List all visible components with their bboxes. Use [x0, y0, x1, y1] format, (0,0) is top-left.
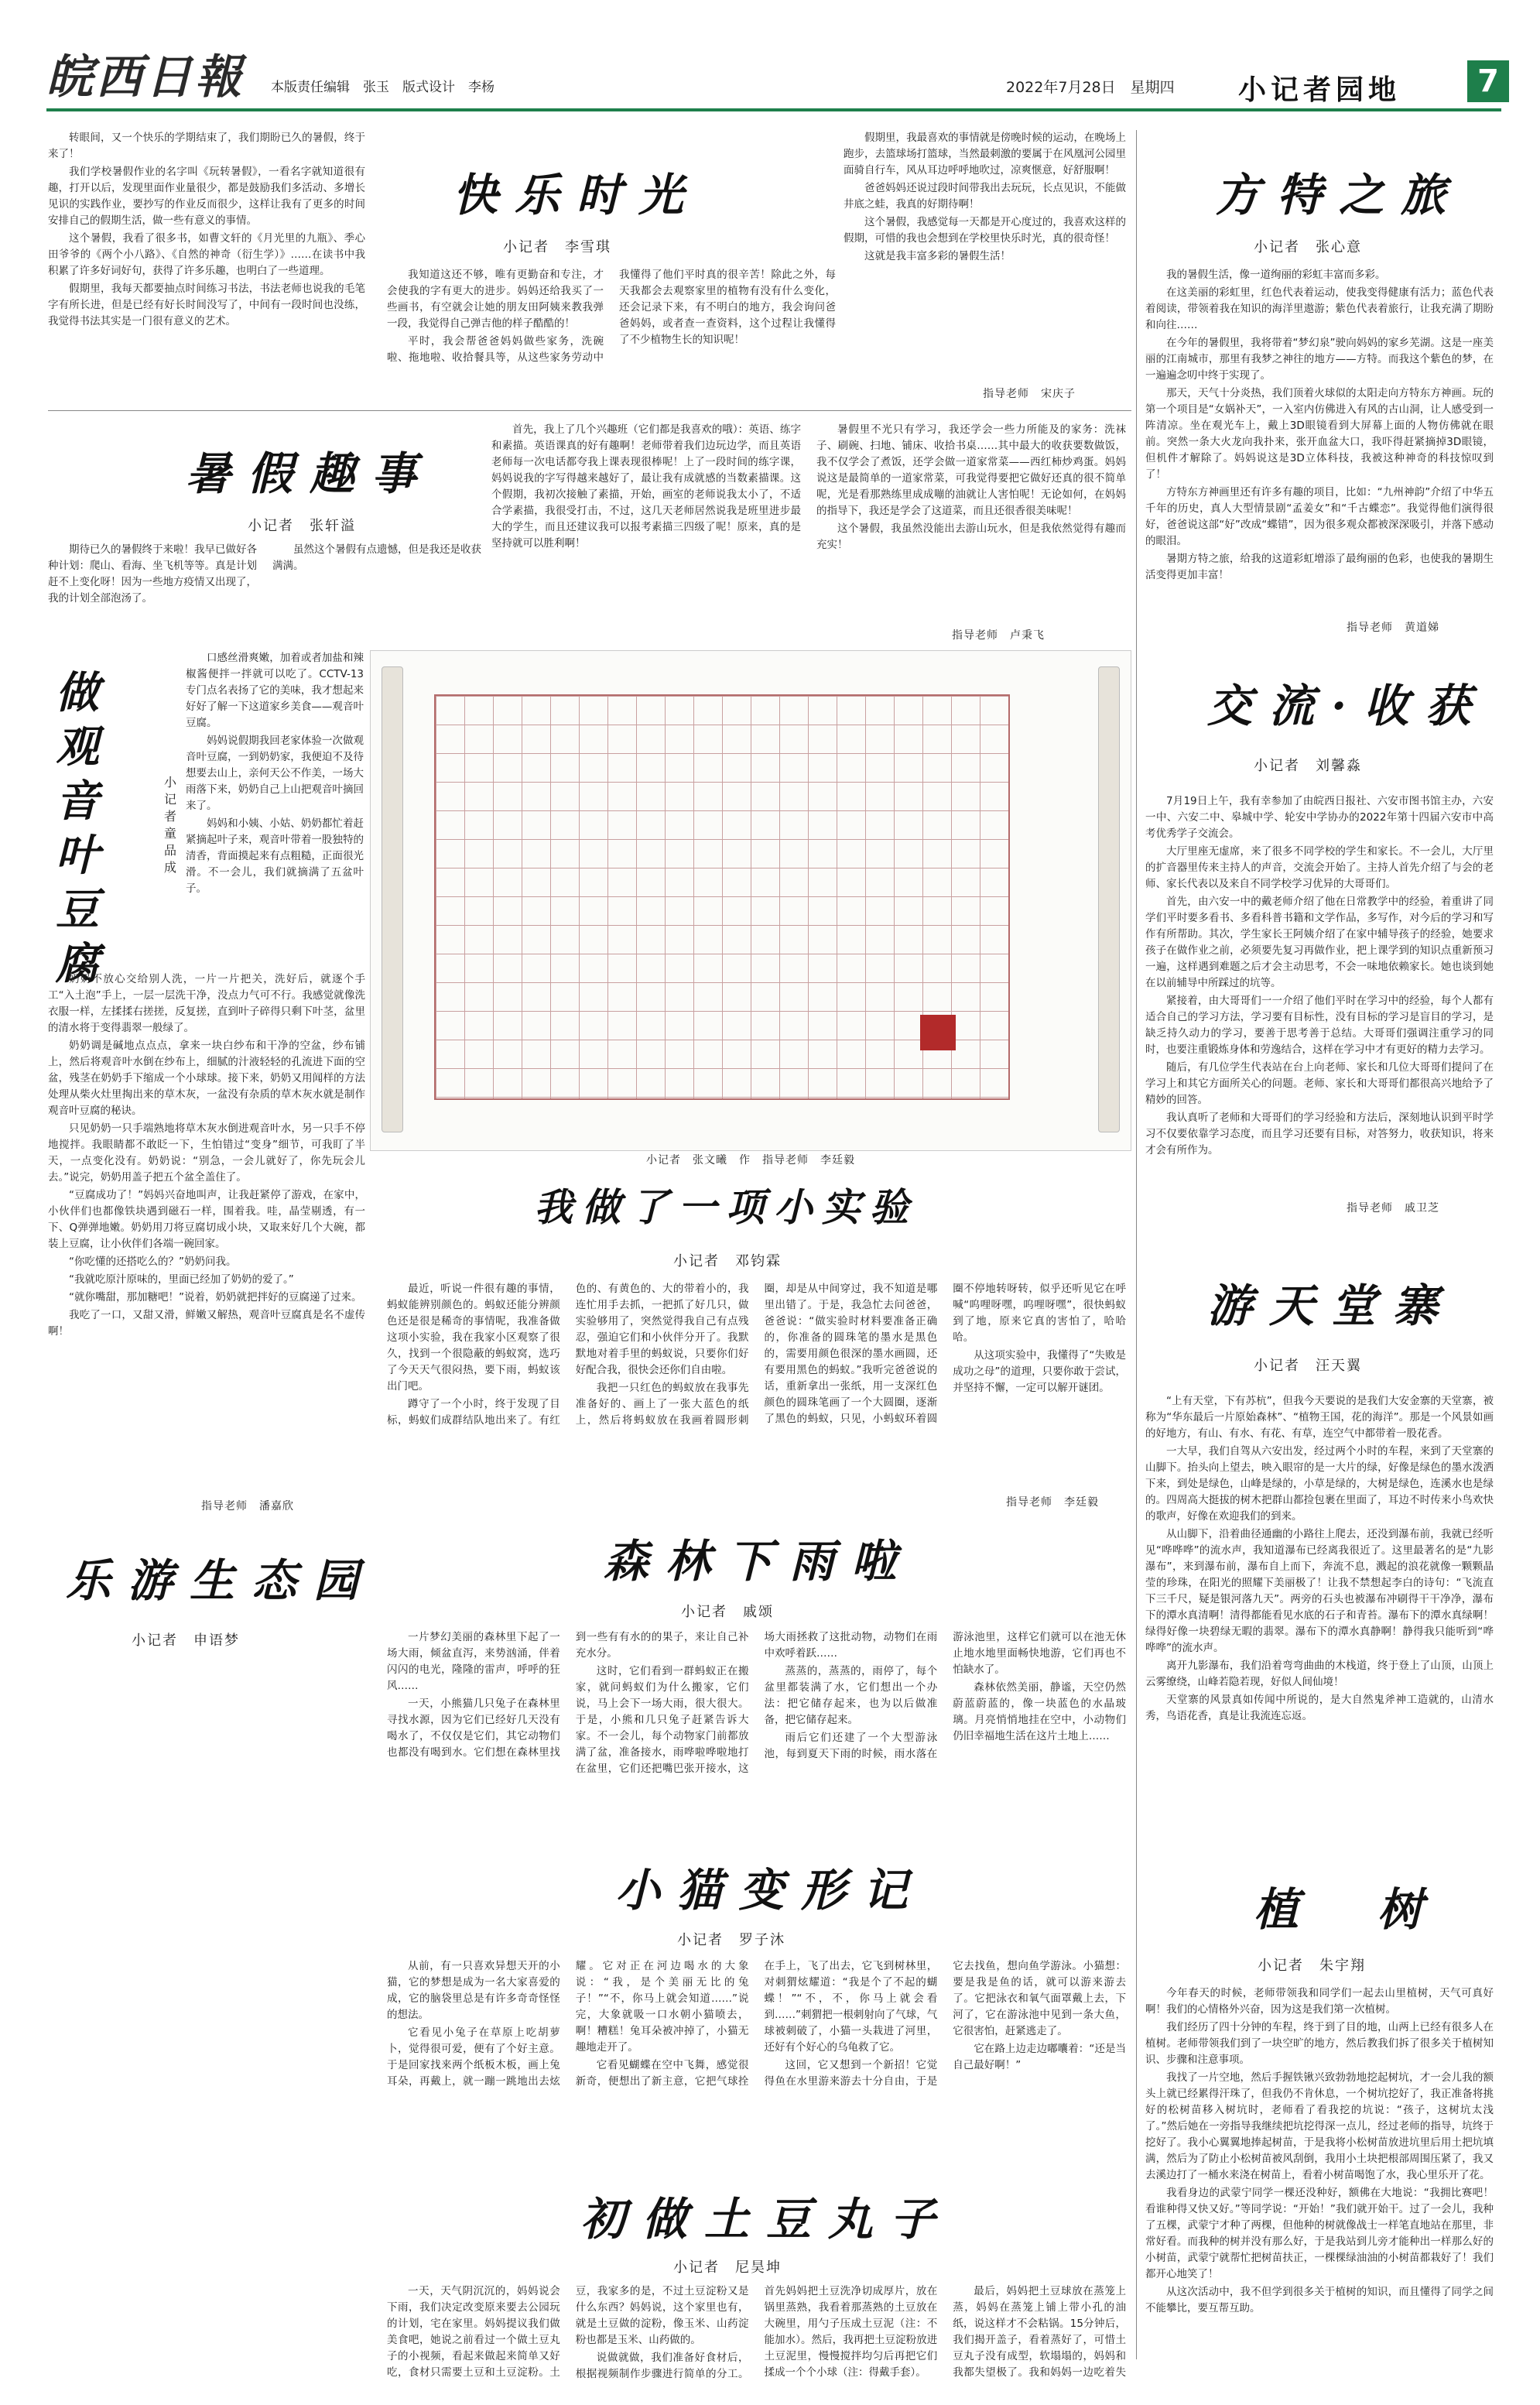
- paragraph: 奶奶不放心交给别人洗，一片一片把关，洗好后，就逐个手工“入土泡”手上，一层一层洗干净，没点力气可不行。我感觉就像洗衣服一样，左揉揉右搓搓，反复搓，直到叶子碎得只剩下叶茎，盆里的清水将于变得翡翠一般绿了。: [48, 973, 365, 1034]
- teacher-shiyan: 指导老师 李廷毅: [1006, 1496, 1099, 1509]
- teacher-shujia: 指导老师 卢秉飞: [952, 629, 1045, 642]
- article-tudou: [387, 2283, 1126, 2384]
- paragraph: 森林依然美丽，静谧，天空仍然蔚蓝蔚蓝的，像一块蓝色的水晶玻璃。月亮悄悄地挂在空中，小动物们仍旧幸福地生活在这片土地上……: [953, 1681, 1126, 1742]
- byline-jiaoliu: 小记者 刘馨淼: [1254, 758, 1362, 774]
- article-title-xiaomao: 小猫变形记: [615, 1864, 926, 1917]
- article-title-tudou: 初做土豆丸子: [580, 2193, 953, 2246]
- paragraph: 雨后它们还建了一个大型游泳池，每到夏天下雨的时候，雨水落在游泳池里，这样它们就可以在池无休止地水地里面畅快地游，它们再也不怕缺水了。: [764, 1631, 1126, 1760]
- paragraph: 只见奶奶一只手端熟地将草木灰水倒进观音叶水，另一只手不停地搅拌。我眼睛都不敢眨一下，生怕错过“变身”细节，可我盯了半天，一点变化没有。奶奶说：“别急，一会儿就好了，你先玩会儿去。”说完，奶奶用盖子把五个盆全盖住了。: [48, 1122, 365, 1184]
- paragraph: 在这美丽的彩虹里，红色代表着运动，使我变得健康有活力；蓝色代表着阅读，带领着我在知识的海洋里遨游；紫色代表着旅行，让我充满了期盼和向往……: [1145, 286, 1494, 331]
- paragraph: 从前，有一只喜欢异想天开的小猫，它的梦想是成为一名大家喜爱的成，它的脑袋里总是有许多奇奇怪怪的想法。: [387, 1960, 560, 2021]
- page-number: 7: [1467, 60, 1509, 102]
- paragraph: 我把一只红色的蚂蚁放在我事先准备好的、画上了一张大蓝色的纸上，然后将蚂蚁放在我画着圆形刺圈，却是从中间穿过，我不知道是哪里出错了。于是，我急忙去问爸爸，爸爸说：“做实验时材料要准备正确的，你准备的圆珠笔的墨水是黑色的，需要用颜色很深的墨水画圆，还有要用黑色的蚂蚁。”我听完爸爸说的话，重新拿出一张纸，用一支深红色颜色的圆珠笔画了一个大圆圈，逐渐了黑色的蚂蚁，只见，小蚂蚁环着圆圈不停地转呀转，似乎还听见它在呼喊“呜哩呀嘿，呜哩呀嘿”，很快蚂蚁到了地，原来它真的害怕了，哈哈哈。: [575, 1283, 1126, 1427]
- paragraph: 说做就做，我们准备好食材后，根据视频制作步骤进行简单的分工。首先妈妈把土豆洗净切成厚片，放在锅里蒸熟，我看着那蒸熟的土豆放在大碗里，用勺子压成土豆泥（注：不能加水）。然后，我再把土豆淀粉放进土豆泥里，慢慢搅拌均匀后再把它们揉成一个个小球（注：得戴手套）。: [575, 2285, 938, 2380]
- teacher-fangte: 指导老师 黄道娣: [1347, 622, 1439, 634]
- paragraph: 首先，我上了几个兴趣班（它们都是我喜欢的哦）：英语、练字和素描。英语课真的好有趣啊！老师带着我们边玩边学，而且英语老师每一次电话都夸我上课表现很棒呢！上了一段时间的练字课，妈妈说我的字写得越来越好了，最让我有成就感的当数素描课。这个假期，我初次接触了素描，开始，画室的老师说我太小了，不适合学素描，我很受打击，不过，这几天老师居然说我是班里进步最大的学生，而且还建议我可以报考素描三四级了呢！原来，真的是坚持就可以胜利啊！: [491, 423, 801, 550]
- byline-senlin: 小记者 戚颂: [681, 1604, 774, 1620]
- paragraph: 我的暑假生活，像一道绚丽的彩虹丰富而多彩。: [1166, 269, 1386, 281]
- issue-date: 2022年7月28日 星期四: [1006, 79, 1175, 96]
- article-title-senlin: 森林下雨啦: [604, 1535, 914, 1588]
- paragraph: 我吃了一口，又甜又滑，鲜嫩又解热，观音叶豆腐真是名不虚传啊！: [48, 1309, 365, 1338]
- article-xiaomao: [387, 1958, 1126, 2167]
- newspaper-logo: 皖西日報: [46, 50, 245, 104]
- paragraph: 紧接着，由大哥哥们一一介绍了他们平时在学习中的经验，每个人都有适合自己的学习方法，学习要有目标性，没有目标的学习是盲目的学习，是缺乏持久动力的学习，要善于思考善于总结。大哥哥们强调注重学习的同时，也要注重锻炼身体和劳逸结合，这样在学习中才有更好的精力去学习。: [1145, 995, 1494, 1056]
- paragraph: 7月19日上午，我有幸参加了由皖西日报社、六安市图书馆主办，六安一中、六安二中、皋城中学、轮安中学协办的2022年第十四届六安市中高考优秀学子交流会。: [1145, 795, 1494, 840]
- paragraph: 期待已久的暑假终于来啦！我早已做好各种计划：爬山、看海、坐飞机等等。真是计划赶不上变化呀！因为一些地方疫情又出现了，我的计划全部泡汤了。: [48, 543, 257, 605]
- paragraph: “上有天堂，下有苏杭”，但我今天要说的是我们大安金寨的天堂寨，被称为“华东最后一片原始森林”、“植物王国，花的海洋”。那是一个风景如画的好地方，有山、有水、有花、有草，连空气中都带着一股花香。: [1145, 1395, 1494, 1440]
- paragraph: 我们学校暑假作业的名字叫《玩转暑假》，一看名字就知道很有趣，打开以后，发现里面作业量很少，都是鼓励我们多活动、多增长见识的实践作业，要抄写的作业反而很少，这样让我有了更多的时间安排自己的假期生活，做一些有意义的事情。: [48, 166, 365, 227]
- paragraph: 最近，听说一件很有趣的事情，蚂蚁能辨别颜色的。蚂蚁还能分辨颜色还是很是稀奇的事情呢，我准备做这项小实验，我在我家小区观察了很久，找到一个很隐蔽的蚂蚁窝，选巧了今天天气很闷热，要下雨，蚂蚁该出门吧。: [387, 1283, 560, 1393]
- paragraph: 我们经历了四十分钟的车程，终于到了目的地，山两上已经有很多人在植树。老师带领我们到了一块空旷的地方，然后教我们拆了很多关于植树知识、步骤和注意事项。: [1145, 2021, 1494, 2066]
- masthead-rule: [46, 108, 1501, 111]
- paragraph: 天堂寨的风景真如传闻中所说的，是大自然鬼斧神工造就的，山清水秀，鸟语花香，真是让我流连忘返。: [1145, 1694, 1494, 1722]
- article-title-doufu: 做观音叶豆腐: [56, 667, 99, 989]
- teacher-jiaoliu: 指导老师 戚卫芝: [1347, 1202, 1439, 1214]
- paragraph: 随后，有几位学生代表站在台上向老师、家长和几位大哥哥们提问了在学习上和其它方面所关心的问题。老师、家长和大哥哥们都很高兴地给予了精妙的回答。: [1145, 1061, 1494, 1106]
- teacher-kuaile: 指导老师 宋庆子: [983, 388, 1076, 400]
- paragraph: 我知道这还不够，唯有更勤奋和专注，才会使我的字有更大的进步。妈妈还给我买了一些画书，有空就会让她的朋友田阿姨来教我弹一段，我觉得自己弹吉他的样子酷酷的！: [387, 269, 604, 330]
- paragraph: 蹲守了一个小时，终于发现了目标，蚂蚁们成群结队地出来了。有红色的、有黄色的、大的带着小的，我连忙用手去抓，一把抓了好几只，做实验够用了，突然觉得我自己有点残忍，强迫它们和小伙伴分开了。我默默地对着手里的蚂蚁说，只要你们好好配合我，很快会还你们自由啦。: [387, 1283, 749, 1427]
- article-fangte: [1145, 267, 1494, 608]
- paragraph: 暑假里不光只有学习，我还学会一些力所能及的家务：洗袜子、刷碗、扫地、铺床、收拾书桌……其中最大的收获要数做饭，我不仅学会了煮饭，还学会做一道家常菜——西红柿炒鸡蛋。妈妈说这是最简单的一道家常菜，可我觉得要把它做好还真的很不简单呢，光是看那熟练里成成嘣的油就让人害怕呢！无论如何，在妈妈的指导下，我还是学会了这道菜，而且还很香很美味呢！: [816, 423, 1126, 517]
- paragraph: “我就吃原汁原味的，里面已经加了奶奶的爱了。”: [69, 1273, 294, 1286]
- paragraph: 它看见小兔子在草原上吃胡萝卜，觉得很可爱，便有了个好主意。于是回家找来两个纸板木板，画上兔耳朵，再戴上，就一蹦一跳地出去炫耀。它对正在河边喝水的大象说：“我，是个美丽无比的兔子！”“不，你马上就会知道……”说完，大象就吸一口水朝小猫喷去，啊！糟糕！兔耳朵被冲掉了，小猫无趣地走开了。: [387, 1960, 749, 2088]
- byline-shiyan: 小记者 邓钧霖: [673, 1253, 782, 1269]
- paragraph: 从山脚下，沿着曲径通幽的小路往上爬去，还没到瀑布前，我就已经听见“哗哗哗”的流水声，我知道瀑布已经离我很近了。这里最著名的是“九影瀑布”，来到瀑布前，瀑布自上而下，奔流不息，溅起的浪花就像一颗颗晶莹的珍珠，在阳光的照耀下美丽极了！让我不禁想起李白的诗句：“飞流直下三千尺，疑是银河落九天”。两旁的石头也被瀑布冲刷得干干净净，瀑布下的潭水真清啊！清得都能看见水底的石子和青苔。瀑布下的潭水真绿啊！绿得好像一块碧绿无暇的翡翠。瀑布下的潭水真静啊！静得我只能听到“哗哗哗”的流水声。: [1145, 1528, 1494, 1654]
- byline-kuaile: 小记者 李雪琪: [503, 239, 611, 255]
- article-doufu-cont: [48, 971, 365, 1498]
- red-seal-stamp: [920, 1015, 956, 1050]
- paragraph: 这回，它又想到一个新招！它觉得鱼在水里游来游去十分自由，于是它去找鱼，想向鱼学游泳。小猫想：要是我是鱼的话，就可以游来游去了。它把泳衣和氧气面罩戴上去，下河了，它在游泳池中见到一条大鱼，它很害怕，赶紧逃走了。: [764, 1960, 1126, 2088]
- scroll-rod-left: [382, 666, 403, 1132]
- article-title-shujia: 暑假趣事: [186, 447, 434, 500]
- article-zhishu: [1145, 1985, 1494, 2372]
- byline-youtian: 小记者 汪天翼: [1254, 1358, 1362, 1374]
- paragraph: 平时，我会帮爸爸妈妈做些家务，洗碗啦、拖地啦、收拾餐具等，从这些家务劳动中我懂得了他们平时真的很辛苦！除此之外，每天我都会去观察家里的植物有没有什么变化，还会记录下来，有不明白的地方，我会询问爸爸妈妈，或者查一查资料，这个过程让我懂得了不少植物生长的知识呢！: [387, 269, 836, 364]
- article-intro: [48, 130, 365, 486]
- paragraph: 一天，小熊猫几只兔子在森林里寻找水源，因为它们已经好几天没有喝水了，不仅仅是它们，其它动物们也都没有喝到水。它们想在森林里找到一些有有水的的果子，来让自己补充水分。: [387, 1631, 749, 1759]
- paragraph: 假期里，我每天都要抽点时间练习书法，书法老师也说我的毛笔字有所长进，但是已经有好长时间没写了，中间有一段时间也没练，我觉得书法其实是一门很有意义的艺术。: [48, 283, 365, 327]
- paragraph: 在今年的暑假里，我将带着“梦幻泉”驶向妈妈的家乡芜湖。这是一座美丽的江南城市，那里有我梦之神往的地方——方特。而我这个紫色的梦，在一遍遍念叨中终于实现了。: [1145, 337, 1494, 382]
- paragraph: 一大早，我们自驾从六安出发，经过两个小时的车程，来到了天堂寨的山脚下。抬头向上望去，映入眼帘的是一大片的绿，好像是绿色的墨水泼洒下来，到处是绿色，山峰是绿的，小草是绿的，大树是绿色，连溪水也是绿的。四周高大挺拔的树木把群山都捡包裹在里面了，耳边不时传来小鸟欢快的歌声，好像在欢迎我们的到来。: [1145, 1445, 1494, 1523]
- paragraph: 蒸蒸的，蒸蒸的，雨停了，每个盆里都装满了水，它们想出一个办法：把它储存起来，也为以后做准备，把它储存起来。: [764, 1665, 938, 1726]
- paragraph: 今年春天的时候，老师带领我和同学们一起去山里植树，天气可真好啊！我们的心情格外兴奋，因为这是我们第一次植树。: [1145, 1987, 1494, 2016]
- article-title-zhishu: 植 树: [1254, 1883, 1440, 1936]
- paragraph: 一天，天气阴沉沉的，妈妈说会下雨，我们决定改变原来要去公园玩的计划，宅在家里。妈妈提议我们做美食吧，她说之前看过一个做土豆丸子的小视频，看起来做起来简单又好吃，食材只需要土豆和土豆淀粉。土豆，我家多的是，不过土豆淀粉又是什么东西？妈妈说，这个家里也有，就是土豆做的淀粉，像玉米、山药淀粉也都是玉米、山药做的。: [387, 2285, 749, 2379]
- paragraph: “就你嘴甜，那加糖吧！”说着，奶奶就把拌好的豆腐递了过来。: [69, 1291, 362, 1304]
- divider: [1136, 130, 1137, 2359]
- paragraph: 一片梦幻美丽的森林里下起了一场大雨，倾盆直泻，来势汹涌，伴着闪闪的电光，隆隆的雷声，呼呼的狂风……: [387, 1631, 560, 1692]
- paragraph: 口感丝滑爽嫩，加着或者加盐和辣椒酱便拌一拌就可以吃了。CCTV-13专门点名表扬了它的美味，我才想起来好好了解一下这道家乡美食——观音叶豆腐。: [186, 652, 364, 729]
- article-kuaile: [387, 267, 836, 399]
- divider: [48, 410, 1131, 411]
- editor-credits: 本版责任编辑 张玉 版式设计 李杨: [271, 80, 495, 95]
- byline-shujia: 小记者 张轩溢: [248, 518, 356, 534]
- article-title-fangte: 方特之旅: [1215, 169, 1463, 221]
- paragraph: 它在路上边走边嘟囔着：“还是当自己最好啊！”: [953, 2043, 1126, 2071]
- paragraph: 从这项实验中，我懂得了“失败是成功之母”的道理，只要你敢于尝试，并坚持不懈，一定可以解开谜团。: [953, 1349, 1126, 1394]
- paragraph: 那天，天气十分炎热，我们顶着火球似的太阳走向方特东方神画。玩的第一个项目是“女娲补天”，一入室内仿佛进入有风的古山洞，让人感受到一阵清凉。坐在观光车上，戴上3D眼镜看到大屏幕上面的人物仿佛就在眼前。突然一条大火龙向我扑来，张开血盆大口，我吓得赶紧摘掉3D眼镜，但机件才解除了。妈妈说这是3D立体科技，我被这种神奇的科技惊叹到了！: [1145, 387, 1494, 481]
- paragraph: 这个暑假，我看了很多书，如曹文轩的《月光里的九瓶》、季心田爷爷的《两个小八路》、《自然的神奇（衍生学）》……在读书中我积累了许多好词好句，获得了许多乐趣，也明白了一些道理。: [48, 232, 365, 277]
- byline-doufu: 小记者 童品成: [163, 775, 190, 875]
- paragraph: “你吃懂的还搭吃么的？”奶奶问我。: [69, 1256, 237, 1268]
- paragraph: 虽然这个暑假有点遗憾，但是我还是收获满满。: [272, 543, 481, 572]
- paragraph: 转眼间，又一个快乐的学期结束了，我们期盼已久的暑假，终于来了！: [48, 132, 365, 160]
- paragraph: 方特东方神画里还有许多有趣的项目，比如：“九州神韵”介绍了中华五千年的历史，真人大型情景剧“孟姜女”和“千古蝶恋”。我觉得他们演得很好，爸爸说这部“好”改成“蝶错”，因为很多观众都被深深吸引，并落下感动的眼泪。: [1145, 486, 1494, 547]
- article-shujia-cont: [491, 422, 1126, 639]
- paragraph: 我看身边的武蒙宁同学一棵还没种好，额佛在大地说：“我拥比赛吧！看谁种得又快又好。”等同学说：“开始！”我们就开始干。过了一会儿，我种了五棵，武蒙宁才种了两棵，但他种的树就像战士一样笔直地站在那里，非常好看。而我种的树并没有那么好，于是我站到儿旁才能种出一样那么好的小树苗，武蒙宁就帮忙把树苗扶正，一棵棵绿油油的小树苗都栽好了！我们都开心地笑了！: [1145, 2187, 1494, 2280]
- paragraph: 我认真听了老师和大哥哥们的学习经验和方法后，深刻地认识到平时学习不仅要依靠学习态度，而且学习还要有目标，对答努力，收获知识，将来才会有所作为。: [1145, 1112, 1494, 1156]
- paragraph: 从这次活动中，我不但学到很多关于植树的知识，而且懂得了同学之间不能攀比，要互帮互助。: [1145, 2286, 1494, 2314]
- paragraph: “豆腐成功了！”妈妈兴奋地叫声，让我赶紧停了游戏，在家中，小伙伴们也都像铁块遇到磁石一样，围着我。哇，晶莹剔透，有一下、Q弹弹地嫩。奶奶用刀将豆腐切成小块，又取来好几个大碗，都装上豆腐，让小伙伴们各端一碗回家。: [48, 1189, 365, 1250]
- masthead: [46, 40, 1501, 104]
- article-shiyan: [387, 1281, 1126, 1490]
- article-title-youtian: 游天堂寨: [1207, 1280, 1456, 1332]
- article-title-kuaile: 快乐时光: [453, 169, 701, 221]
- paragraph: 这个暑假，我虽然没能出去游山玩水，但是我依然觉得有趣而充实！: [816, 522, 1126, 551]
- paragraph: 这个暑假，我感觉每一天都是开心度过的，我喜欢这样的假期，可惜的我也会想到在学校里快乐时光，真的很奇怪！: [844, 216, 1126, 245]
- paragraph: 妈妈和小姨、小姑、奶奶都忙着赶紧摘起叶子来，观音叶带着一股独特的清香，背面摸起来有点粗糙，正面很光滑。不一会儿，我们就摘满了五盆叶子。: [186, 817, 364, 895]
- paragraph: 奶奶调是碱地点点点，拿来一块白纱布和干净的空盆，纱布铺上，然后将观音叶水倒在纱布上，细腻的汁液轻轻的孔流进下面的空盆，残茎在奶奶手下缩成一个小球球。接下来，奶奶又用闻样的方法处理从柴火灶里掏出来的草木灰，一盆没有杂质的草木灰水就是制作观音叶豆腐的秘诀。: [48, 1040, 365, 1117]
- byline-zhishu: 小记者 朱宇翔: [1258, 1958, 1366, 1974]
- paragraph: 假期里，我最喜欢的事情就是傍晚时候的运动，在晚场上跑步，去篮球场打篮球，当然最刺激的要属于在风凰河公园里面骑自行车，风从耳边呼呼地吹过，凉爽惬意，好舒服啊！: [844, 132, 1126, 176]
- section-title: 小记者园地: [1238, 74, 1401, 106]
- article-youtian: [1145, 1393, 1494, 1873]
- article-kuaile-cont: [844, 130, 1126, 405]
- byline-tudou: 小记者 尼昊坤: [673, 2259, 782, 2276]
- article-doufu: [186, 650, 364, 964]
- byline-shengtai: 小记者 申语梦: [132, 1632, 240, 1649]
- paragraph: 爸爸妈妈还说过段时间带我出去玩玩，长点见识，不能做井底之蛙，我真的好期待啊！: [844, 182, 1126, 211]
- paragraph: 离开九影瀑布，我们沿着弯弯曲曲的木栈道，终于登上了山顶，山顶上云雾缭绕，山峰若隐若现，好似人间仙境！: [1145, 1660, 1494, 1688]
- paragraph: 暑期方特之旅，给我的这道彩虹增添了最绚丽的色彩，也使我的暑期生活变得更加丰富！: [1145, 553, 1494, 581]
- article-senlin: [387, 1629, 1126, 1838]
- paragraph: 这就是我丰富多彩的暑假生活！: [864, 250, 1011, 262]
- byline-xiaomao: 小记者 罗子沐: [677, 1932, 785, 1948]
- scroll-rod-right: [1098, 666, 1120, 1132]
- article-title-jiaoliu: 交流·收获: [1207, 680, 1488, 732]
- paragraph: 最后，妈妈把土豆球放在蒸笼上蒸，妈妈在蒸笼上铺上带小孔的油纸，说这样才不会粘锅。15分钟后，我们揭开盖子，看着蒸好了，可惜土豆丸子没有成型，软塌塌的，妈妈和我都失望极了。我和妈妈一边吃着失: [953, 2285, 1126, 2379]
- article-title-shiyan: 我做了一项小实验: [534, 1184, 918, 1230]
- paragraph: 大厅里座无虚席，来了很多不同学校的学生和家长。不一会儿，大厅里的扩音器里传来主持人的声音，交流会开始了。主持人首先介绍了与会的老师、家长代表以及来自不同学校学习优异的大哥哥们。: [1145, 845, 1494, 890]
- paragraph: 首先，由六安一中的戴老师介绍了他在日常教学中的经验，着重讲了同学们平时要多看书、多看科普书籍和文学作品，多写作，对今后的学习和写作有所帮助。其次，学生家长王阿姨介绍了在家中辅导孩子的经验，她要求孩子在做作业之前，必须要先复习再做作业，把上课学到的知识点重新预习一遍，这样遇到难题之后才会主动思考，不会一味地依赖家长。她也谈到她在以前辅导中所踩过的坑等。: [1145, 896, 1494, 989]
- paragraph: 妈妈说假期我回老家体验一次做观音叶豆腐，一到奶奶家，我便迫不及待想要去山上，亲何天公不作美，一场大雨落下来，奶奶自己上山把观音叶摘回来了。: [186, 735, 364, 812]
- byline-fangte: 小记者 张心意: [1254, 239, 1362, 255]
- paragraph: 这时，它们看到一群蚂蚁正在搬家，就问蚂蚁们为什么搬家，它们说，马上会下一场大雨，很大很大。于是，小熊和几只兔子赶紧告诉大家。不一会儿，每个动物家门前都放满了盆，准备接水，雨哗啦哗啦地打在盆里，它们还把嘴巴张开接水，这场大雨拯救了这批动物，动物们在雨中欢呼着跃……: [575, 1631, 938, 1775]
- paragraph: 它看见蝴蝶在空中飞舞，感觉很新奇，便想出了新主意，它把气球拴在手上，飞了出去，它飞到树林里，对刺猬炫耀道：“我是个了不起的蝴蝶！”“不，不，你马上就会看到……”刺猬把一根刺射向了气球，气球被刺破了，小猫一头栽进了河里，还好有个好心的乌龟救了它。: [575, 1960, 938, 2088]
- paragraph: 我找了一片空地，然后手握铁锹兴致勃勃地挖起树坑，才一会儿我的额头上就已经累得汗珠了，但我仍不肯休息，一个树坑挖好了，我正准备将挑好的松树苗移入树坑时，老师看了看我挖的坑说：“孩子，这树坑太浅了。”然后她在一旁指导我继续把坑挖得深一点儿，经过老师的指导，坑终于挖好了。我小心翼翼地捧起树苗，于是我将小松树苗放进坑里后用土把坑填满，然后为了防止小松树苗被风刮倒，我用小土块把根部周围压紧了，我又去溪边打了一桶水来浇在树苗上，看着小树苗喝饱了水，我心里乐开了花。: [1145, 2071, 1494, 2181]
- artwork-caption: 小记者 张文曦 作 指导老师 李廷毅: [646, 1154, 855, 1167]
- article-title-shengtai: 乐游生态园: [66, 1554, 376, 1607]
- teacher-doufu: 指导老师 潘嘉欣: [201, 1500, 294, 1513]
- article-jiaoliu: [1145, 793, 1494, 1196]
- article-shujia: [48, 542, 481, 639]
- calligraphy-artwork: [370, 650, 1131, 1151]
